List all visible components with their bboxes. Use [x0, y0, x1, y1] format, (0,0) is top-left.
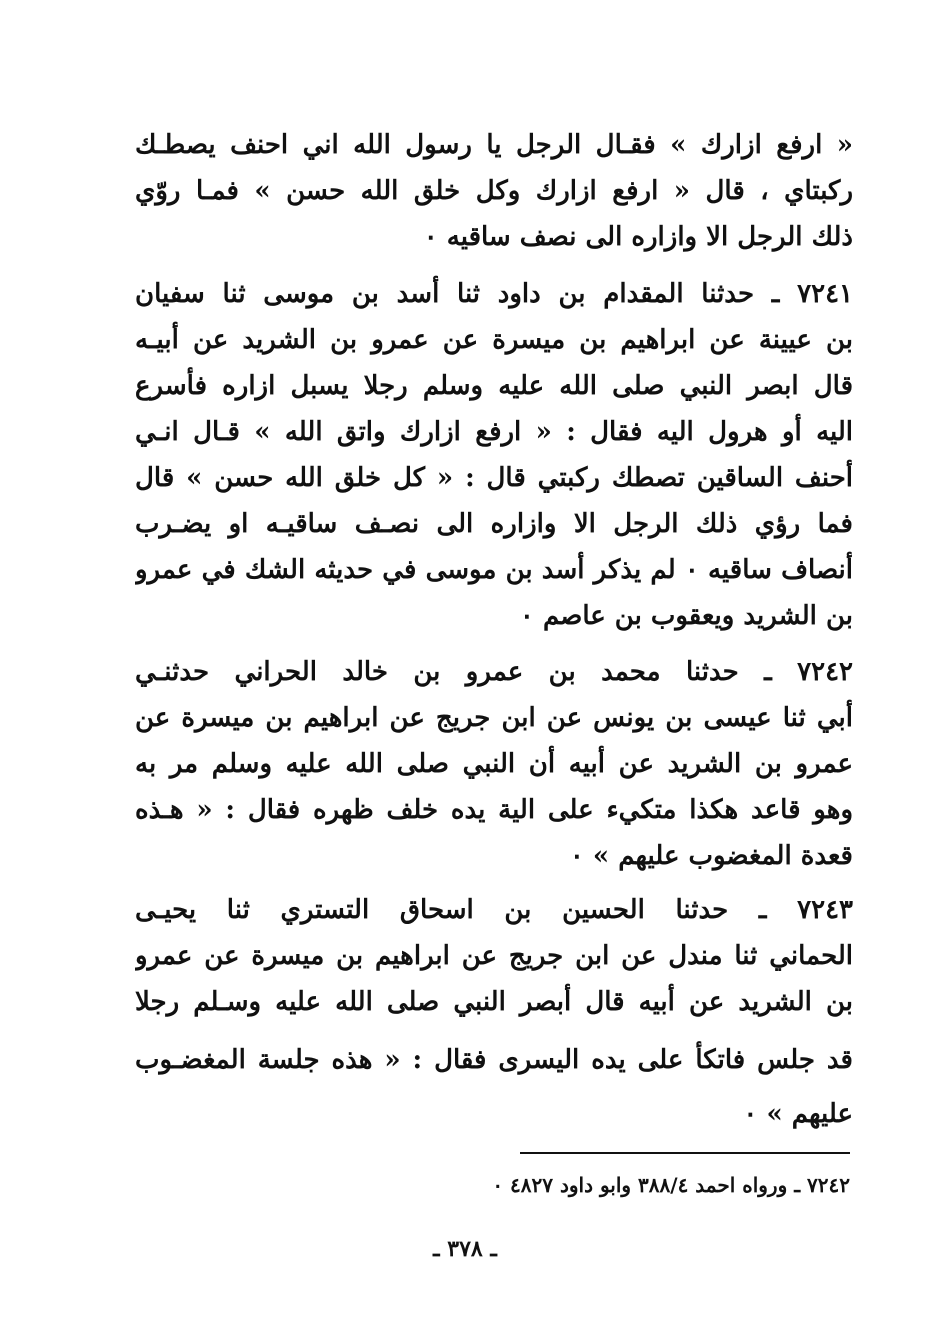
footnote-divider — [520, 1152, 850, 1154]
text-line: وهو قاعد هكذا متكيء على الية يده خلف ظهره فقال : « هـذه — [135, 795, 853, 825]
text-line: عمرو بن الشريد عن أبيه أن النبي صلى الله عليه وسلم مر به — [135, 749, 853, 779]
text-line: أحنف الساقين تصطك ركبتي قال : « كل خلق الله حسن » قال — [135, 463, 853, 493]
text-line: ٧٢٤١ ـ حدثنا المقدام بن داود ثنا أسد بن موسى ثنا سفيان — [135, 279, 853, 309]
text-line: فما رؤي ذلك الرجل الا وازاره الى نصـف ساقيـه او يضـرب — [135, 509, 853, 539]
text-line: بن الشريد عن أبيه قال أبصر النبي صلى الله عليه وسـلم رجلا — [135, 987, 853, 1017]
text-line: قد جلس فاتكأ على يده اليسرى فقال : « هذه جلسة المغضـوب — [135, 1045, 853, 1075]
text-line: الحماني ثنا مندل عن ابن جريج عن ابراهيم بن ميسرة عن عمرو — [135, 941, 853, 971]
text-line: ٧٢٤٢ ـ حدثنا محمد بن عمرو بن خالد الحراني حدثنـي — [135, 657, 853, 687]
text-line: ذلك الرجل الا وازاره الى نصف ساقيه ٠ — [423, 222, 853, 252]
text-line: اليه أو هرول اليه فقال : « ارفع ازارك واتق الله » قـال انـي — [135, 417, 853, 447]
text-line: ٧٢٤٣ ـ حدثنا الحسين بن اسحاق التستري ثنا يحيـى — [135, 895, 853, 925]
text-line: قعدة المغضوب عليهم » ٠ — [569, 841, 853, 871]
text-line: عليهم » ٠ — [743, 1099, 853, 1129]
text-line: « ارفع ازارك » فقـال الرجل يا رسول الله اني احنف يصطـك — [135, 130, 853, 160]
text-line: أنصاف ساقيه ٠ لم يذكر أسد بن موسى في حديثه الشك في عمرو — [135, 555, 853, 585]
footnote: ٧٢٤٢ ـ ورواه احمد ٣٨٨/٤ وابو داود ٤٨٢٧ ٠ — [492, 1173, 850, 1197]
text-line: بن الشريد ويعقوب بن عاصم ٠ — [519, 601, 853, 631]
text-line: أبي ثنا عيسى بن يونس عن ابن جريج عن ابراهيم بن ميسرة عن — [135, 703, 853, 733]
page-number: ـ ٣٧٨ ـ — [433, 1236, 497, 1262]
text-line: بن عيينة عن ابراهيم بن ميسرة عن عمرو بن الشريد عن أبيـه — [135, 325, 853, 355]
text-line: ركبتاي ، قال « ارفع ازارك وكل خلق الله حسن » فمـا روّي — [135, 176, 853, 206]
text-line: قال ابصر النبي صلى الله عليه وسلم رجلا يسبل ازاره فأسرع — [135, 371, 853, 401]
